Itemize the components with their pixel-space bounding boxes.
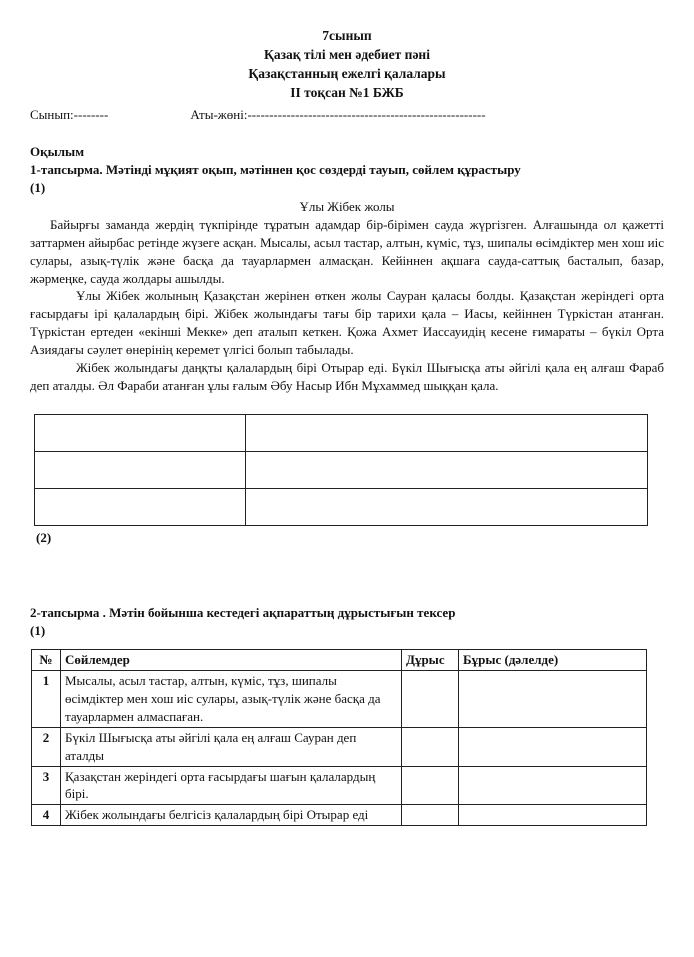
answer-row [35, 489, 648, 526]
correct-cell[interactable] [402, 727, 459, 766]
section-title: Оқылым [30, 143, 85, 159]
text-paragraph-2: Ұлы Жібек жолының Қазақстан жерінен өткен жолы Сауран қаласы болды. Қазақстан жеріндегі орта ғасырдағы ірі қалалардың бірі. Жібек жолындағы тағы бір тарихи қала – Иасы, кейіннен Түркістан атанған. Түркістан ертеден «екінші Мекке» деп аталып кеткен. Қожа Ахмет Иассауидің кесене ғимараты – бүкіл Орта Азиядағы сәулет өнерінің керемет үлгісі болып табылады. [30, 288, 664, 358]
answer-pair-cell[interactable] [35, 415, 246, 452]
correct-cell[interactable] [402, 670, 459, 727]
check-table [31, 649, 647, 826]
row-sentence: Мысалы, асыл тастар, алтын, күміс, тұз, шипалы өсімдіктер мен хош иіс сулары, азық-түлік және басқа да тауарлармен алмаспаған. [61, 670, 402, 727]
row-number: 2 [32, 727, 61, 766]
wrong-cell[interactable] [459, 805, 647, 826]
grade-heading: 7сынып [322, 28, 372, 43]
name-field[interactable]: Аты-жөні:------------------------------------------------------- [190, 107, 486, 122]
table-row [32, 670, 647, 727]
row-sentence: Бүкіл Шығысқа аты әйгілі қала ең алғаш Сауран деп аталды [61, 727, 402, 766]
col-correct-header: Дұрыс [402, 649, 459, 670]
col-number-header: № [32, 649, 61, 670]
text-paragraph-1: Байырғы заманда жердің түкпірінде тұратын адамдар бір-бірімен сауда жүргізген. Алғашында ол қажетті заттармен айырбас ретінде жүзеге асқан. Мысалы, асыл тастар, алтын, күміс, тұз, шипалы өсімдіктер мен хош иіс сулары, азық-түлік және басқа да тауарлармен алмасқан. Кейіннен ақшаға сауда-саттық басталып, базар, жәрмеңке, сауда жолдары ашылды. [30, 216, 664, 286]
wrong-cell[interactable] [459, 670, 647, 727]
answer-sentence-cell[interactable] [246, 452, 648, 489]
correct-cell[interactable] [402, 766, 459, 805]
table-row [32, 766, 647, 805]
answer-row [35, 415, 648, 452]
topic-heading: Қазақстанның ежелгі қалалары [248, 66, 446, 81]
col-sentences-header: Сөйлемдер [61, 649, 402, 670]
row-sentence: Қазақстан жеріндегі орта ғасырдағы шағын қалалардың бірі. [61, 766, 402, 805]
answer-pair-cell[interactable] [35, 489, 246, 526]
task2-heading: 2-тапсырма . Мәтін бойынша кестедегі ақпараттың дұрыстығын тексер [30, 605, 456, 620]
row-sentence: Жібек жолындағы белгісіз қалалардың бірі Отырар еді [61, 805, 402, 826]
correct-cell[interactable] [402, 805, 459, 826]
row-number: 1 [32, 670, 61, 727]
task1-heading: 1-тапсырма. Мәтінді мұқият оқып, мәтіннен қос сөздерді тауып, сөйлем құрастыру [30, 161, 521, 177]
table-row [32, 727, 647, 766]
task1-points: (1) [30, 179, 46, 195]
wrong-cell[interactable] [459, 727, 647, 766]
answer-pair-cell[interactable] [35, 452, 246, 489]
text-paragraph-3: Жібек жолындағы даңқты қалалардың бірі Отырар еді. Бүкіл Шығысқа аты әйгілі қала ең алғаш Фараб деп аталды. Әл Фараби атанған ұлы ғалым Әбу Насыр Ибн Мұхаммед шыққан қала. [30, 360, 664, 394]
answer-row [35, 452, 648, 489]
class-field[interactable]: Сынып:-------- [30, 107, 109, 122]
quarter-heading: ІІ тоқсан №1 БЖБ [290, 85, 404, 100]
answer-sentence-cell[interactable] [246, 415, 648, 452]
worksheet-page [0, 26, 694, 957]
answer-points: (2) [36, 530, 52, 546]
table-row [32, 805, 647, 826]
task2-points: (1) [30, 622, 46, 638]
row-number: 4 [32, 805, 61, 826]
row-number: 3 [32, 766, 61, 805]
subject-heading: Қазақ тілі мен әдебиет пәні [264, 47, 430, 62]
text-title: Ұлы Жібек жолы [299, 198, 395, 214]
check-table-header [32, 649, 647, 670]
student-info-line [30, 106, 664, 124]
col-wrong-header: Бұрыс (дәлелде) [459, 649, 647, 670]
wrong-cell[interactable] [459, 766, 647, 805]
answer-sentence-cell[interactable] [246, 489, 648, 526]
answer-table [34, 414, 648, 526]
